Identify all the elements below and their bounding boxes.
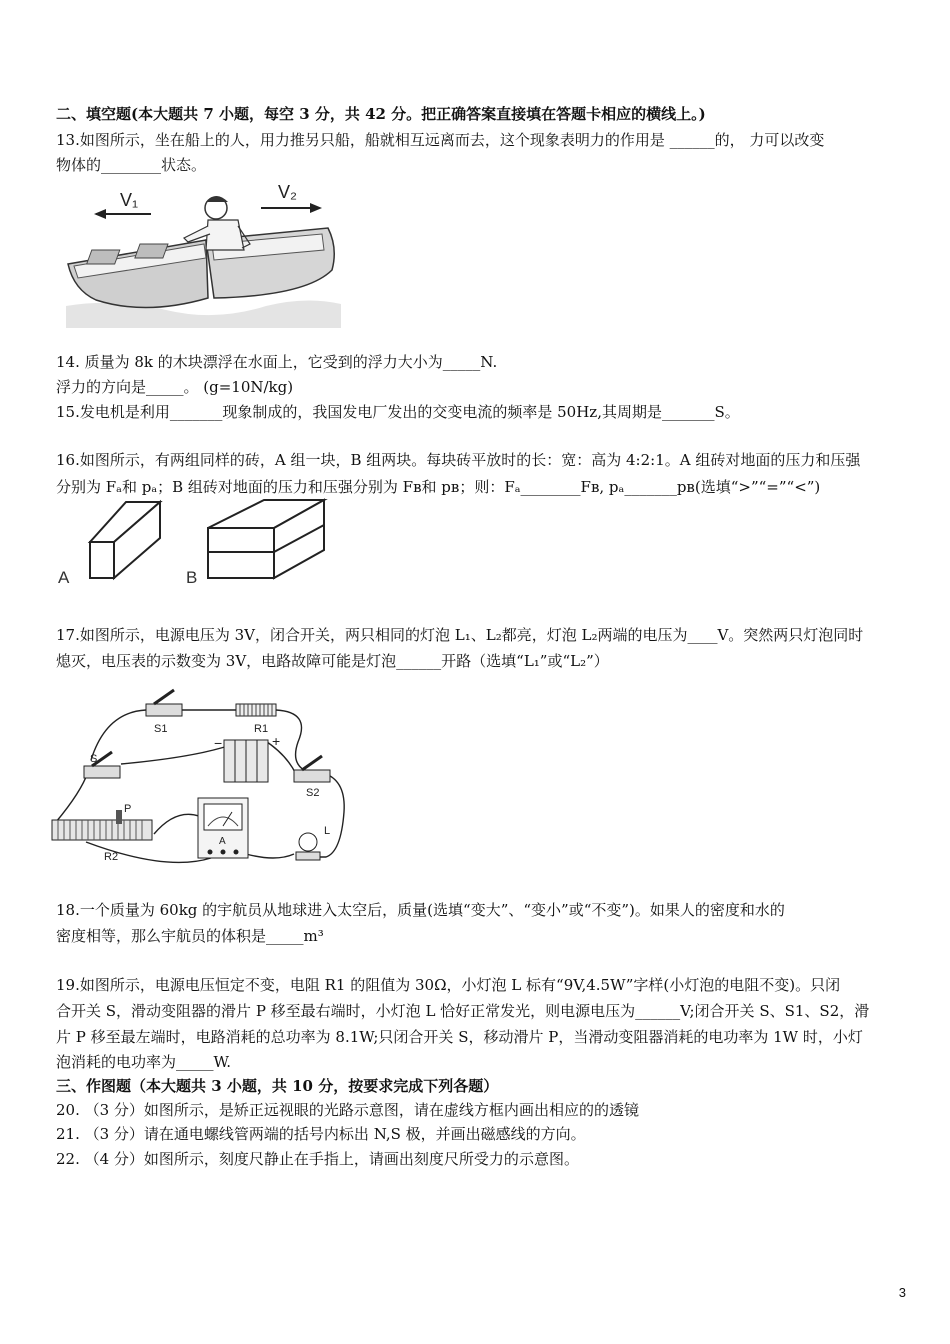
v2-label: V₂ bbox=[278, 182, 297, 202]
q17-line2: 熄灭，电压表的示数变为 3V，电路故障可能是灯泡______开路（选填“L₁”或“L₂”） bbox=[56, 652, 609, 670]
label-s1: S1 bbox=[154, 723, 168, 735]
q18-line1: 18.一个质量为 60kg 的宇航员从地球进入太空后，质量(选填“变大”、“变小”或“不变”)。如果人的密度和水的 bbox=[56, 901, 785, 919]
q16-line1: 16.如图所示，有两组同样的砖，A 组一块，B 组两块。每块砖平放时的长：宽：高为 4:2:1。A 组砖对地面的压力和压强 bbox=[56, 451, 861, 469]
page-number: 3 bbox=[898, 1285, 906, 1300]
q20-line1: 20. （3 分）如图所示，是矫正远视眼的光路示意图，请在虚线方框内画出相应的的透镜 bbox=[56, 1101, 639, 1119]
q19-line1: 19.如图所示，电源电压恒定不变，电阻 R1 的阻值为 30Ω，小灯泡 L 标有“9V,4.5W”字样(小灯泡的电阻不变)。只闭 bbox=[56, 976, 841, 994]
q19-line2: 合开关 S，滑动变阻器的滑片 P 移至最右端时，小灯泡 L 恰好正常发光，则电源电压为______V;闭合开关 S、S1、S2，滑 bbox=[56, 1002, 870, 1020]
label-l: L bbox=[324, 825, 331, 837]
q18-line2: 密度相等，那么宇航员的体积是_____m³ bbox=[56, 927, 324, 945]
q17-line1: 17.如图所示，电源电压为 3V，闭合开关，两只相同的灯泡 L₁、L₂都亮，灯泡 L₂两端的电压为____V。突然两只灯泡同时 bbox=[56, 626, 864, 644]
q22-line1: 22. （4 分）如图所示，刻度尺静止在手指上，请画出刻度尺所受力的示意图。 bbox=[56, 1150, 579, 1168]
boat-figure bbox=[56, 178, 346, 330]
q19-line4: 泡消耗的电功率为_____W. bbox=[56, 1053, 232, 1071]
bricks-figure bbox=[56, 498, 336, 588]
q13-line1: 13.如图所示，坐在船上的人，用力推另只船，船就相互远离而去，这个现象表明力的作用是 ______的， 力可以改变 bbox=[56, 131, 825, 149]
q14-line1: 14. 质量为 8k 的木块漂浮在水面上，它受到的浮力大小为_____N. bbox=[56, 353, 498, 371]
q14-line2: 浮力的方向是_____。 (g=10N/kg) bbox=[56, 378, 294, 396]
label-meter: A bbox=[219, 836, 226, 847]
v1-label: V₁ bbox=[120, 190, 139, 210]
label-p: P bbox=[124, 803, 132, 815]
label-s: S bbox=[90, 753, 98, 765]
brick-label-a: A bbox=[58, 568, 70, 587]
label-s2: S2 bbox=[306, 787, 320, 799]
q21-line1: 21. （3 分）请在通电螺线管两端的括号内标出 N,S 极，并画出磁感线的方向。 bbox=[56, 1125, 586, 1143]
q16-line2: 分别为 Fₐ和 pₐ；B 组砖对地面的压力和压强分别为 Fʙ和 pʙ；则：Fₐ________Fʙ, pₐ_______pʙ(选填“>”“=”“<”) bbox=[56, 478, 821, 496]
section-2-heading: 二、填空题(本大题共 7 小题，每空 3 分，共 42 分。把正确答案直接填在答题卡相应的横线上。) bbox=[56, 105, 706, 123]
label-r2: R2 bbox=[104, 851, 119, 863]
brick-label-b: B bbox=[186, 568, 198, 587]
circuit-figure bbox=[46, 682, 356, 872]
label-r1: R1 bbox=[254, 723, 269, 735]
label-plus: + bbox=[272, 733, 281, 749]
q15-line1: 15.发电机是利用_______现象制成的，我国发电厂发出的交变电流的频率是 50Hz,其周期是_______S。 bbox=[56, 403, 740, 421]
q19-line3: 片 P 移至最左端时，电路消耗的总功率为 8.1W;只闭合开关 S，移动滑片 P，当滑动变阻器消耗的电功率为 1W 时，小灯 bbox=[56, 1028, 863, 1046]
q13-line2: 物体的________状态。 bbox=[56, 156, 207, 174]
section-3-heading: 三、作图题（本大题共 3 小题，共 10 分，按要求完成下列各题） bbox=[56, 1077, 499, 1095]
label-minus: − bbox=[214, 735, 223, 751]
